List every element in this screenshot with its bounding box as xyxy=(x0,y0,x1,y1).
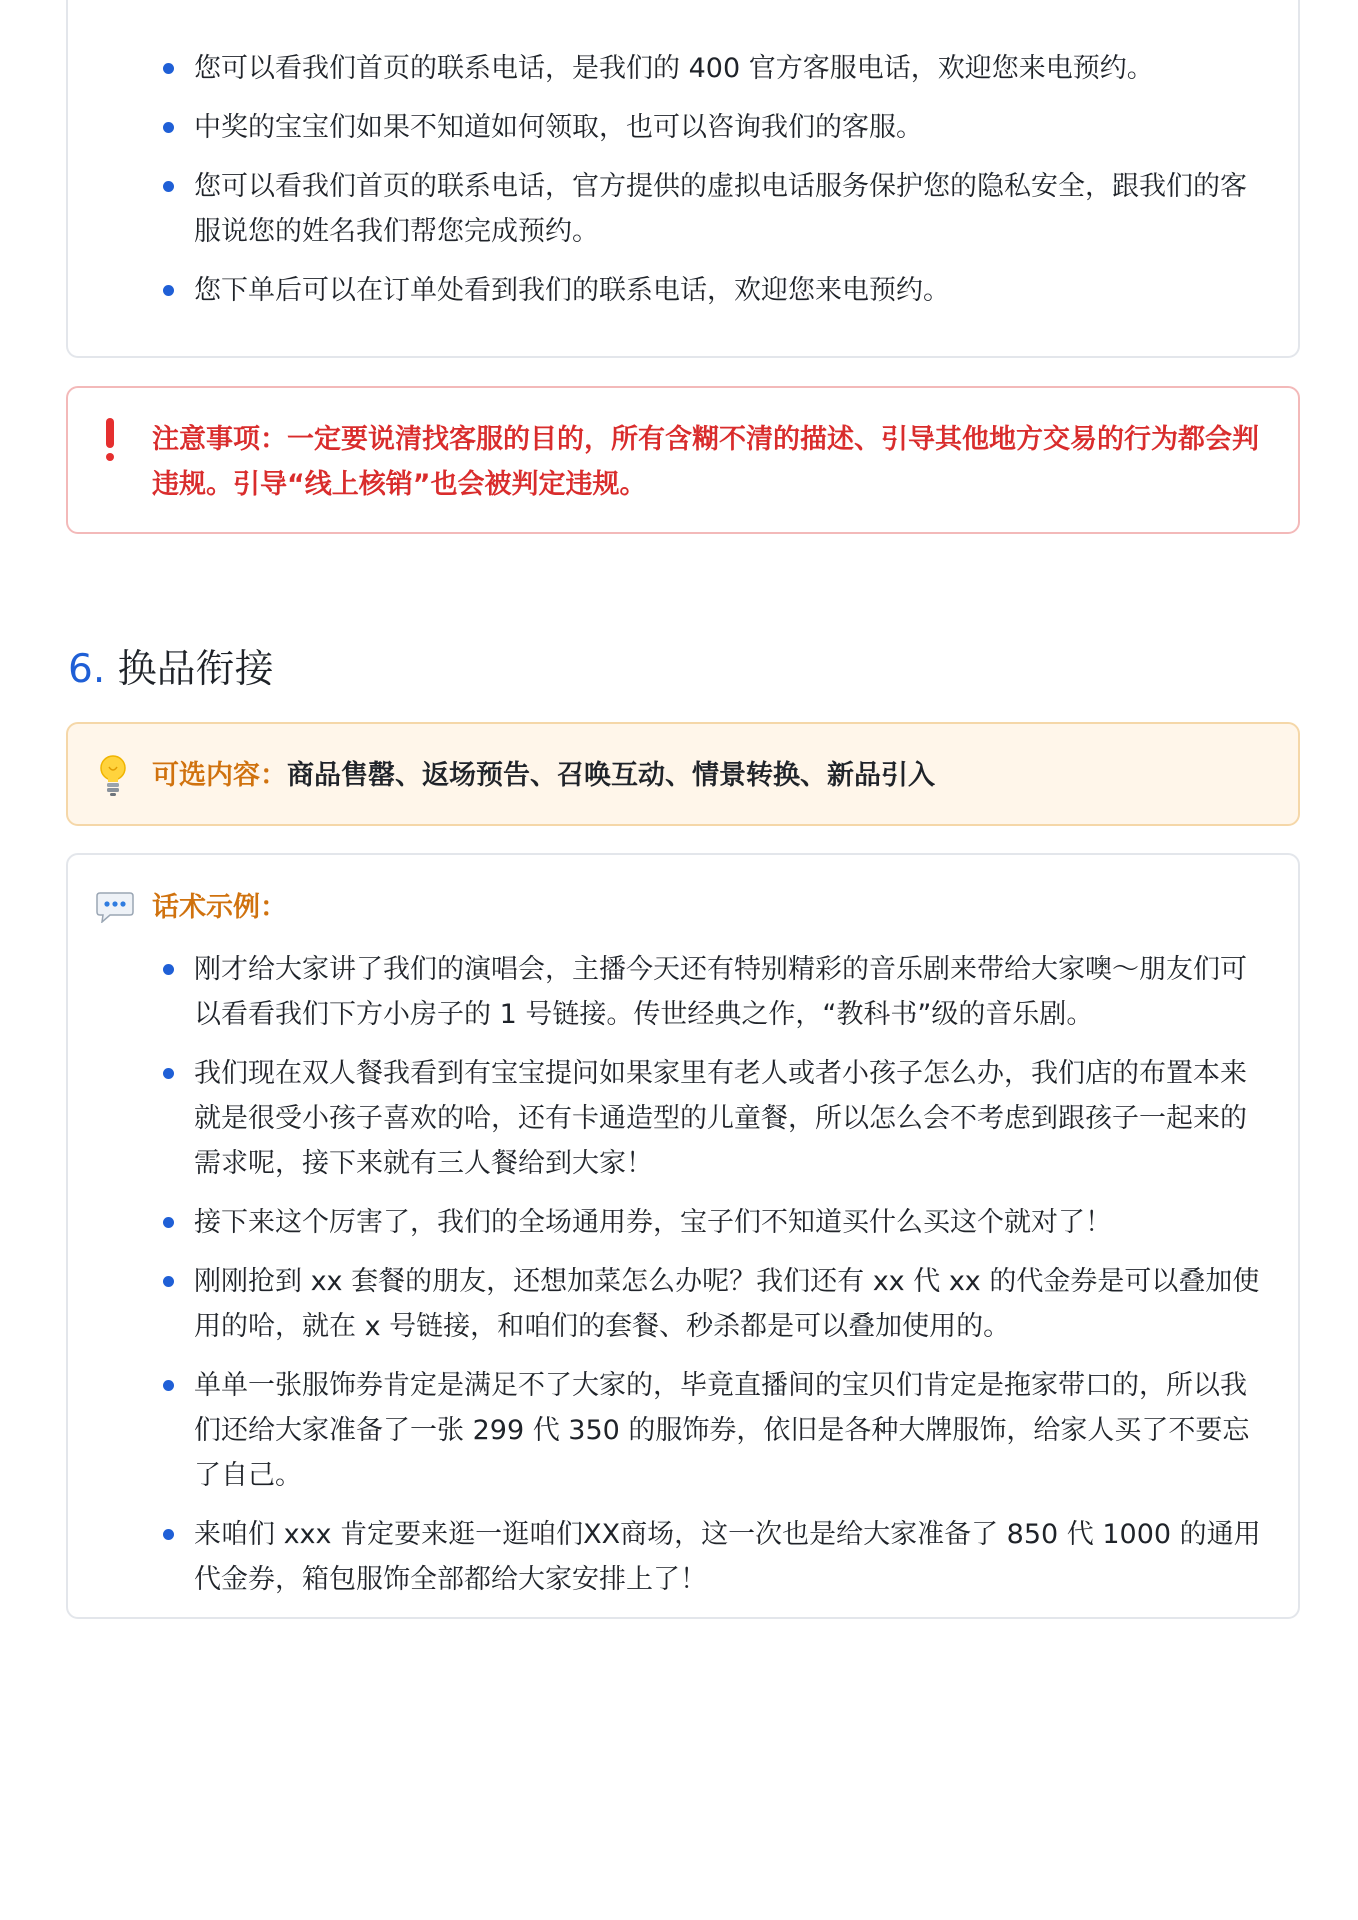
tip-label: 可选内容： xyxy=(152,760,287,791)
warning-text: 注意事项：一定要说清找客服的目的，所有含糊不清的描述、引导其他地方交易的行为都会判违规。引导“线上核销”也会被判定违规。 xyxy=(152,424,1259,500)
list-item-text: 中奖的宝宝们如果不知道如何领取，也可以咨询我们的客服。 xyxy=(194,112,923,143)
tip-items: 商品售罄、返场预告、召唤互动、情景转换、新品引入 xyxy=(287,760,935,791)
list-item xyxy=(68,1363,1298,1498)
contact-card xyxy=(66,0,1300,358)
list-item-text: 您下单后可以在订单处看到我们的联系电话，欢迎您来电预约。 xyxy=(194,275,950,306)
bullet-dot-icon xyxy=(163,1068,174,1079)
section-number: 6. xyxy=(68,647,106,692)
examples-card xyxy=(66,853,1300,1619)
bullet-dot-icon xyxy=(163,285,174,296)
list-item-text: 刚才给大家讲了我们的演唱会，主播今天还有特别精彩的音乐剧来带给大家噢～朋友们可以看看我们下方小房子的 1 号链接。传世经典之作，“教科书”级的音乐剧。 xyxy=(194,954,1247,1030)
section-title: 换品衔接 xyxy=(117,647,274,692)
bullet-dot-icon xyxy=(163,122,174,133)
list-item-text: 您可以看我们首页的联系电话，是我们的 400 官方客服电话，欢迎您来电预约。 xyxy=(194,53,1154,84)
list-item xyxy=(68,1200,1298,1245)
bullet-dot-icon xyxy=(163,1217,174,1228)
list-item xyxy=(68,105,1298,150)
list-item xyxy=(68,1051,1298,1186)
bullet-dot-icon xyxy=(163,1276,174,1287)
section-heading xyxy=(68,643,274,697)
tip-text xyxy=(152,753,935,798)
examples-list xyxy=(68,947,1298,1616)
speech-bubble-icon xyxy=(96,891,134,923)
bullet-dot-icon xyxy=(163,1529,174,1540)
list-item xyxy=(68,164,1298,254)
list-item xyxy=(68,1512,1298,1602)
list-item xyxy=(68,268,1298,313)
contact-list xyxy=(68,46,1298,327)
bullet-dot-icon xyxy=(163,63,174,74)
bullet-dot-icon xyxy=(163,964,174,975)
lightbulb-icon xyxy=(98,754,128,798)
list-item-text: 您可以看我们首页的联系电话，官方提供的虚拟电话服务保护您的隐私安全，跟我们的客服说您的姓名我们帮您完成预约。 xyxy=(194,171,1247,247)
list-item-text: 我们现在双人餐我看到有宝宝提问如果家里有老人或者小孩子怎么办，我们店的布置本来就是很受小孩子喜欢的哈，还有卡通造型的儿童餐，所以怎么会不考虑到跟孩子一起来的需求呢，接下来就有三人餐给到大家！ xyxy=(194,1058,1247,1179)
exclamation-icon xyxy=(103,418,117,462)
bullet-dot-icon xyxy=(163,181,174,192)
tip-callout xyxy=(66,722,1300,826)
list-item-text: 接下来这个厉害了，我们的全场通用券，宝子们不知道买什么买这个就对了！ xyxy=(194,1207,1112,1238)
examples-label: 话术示例： xyxy=(152,892,287,923)
list-item xyxy=(68,1259,1298,1349)
bullet-dot-icon xyxy=(163,1380,174,1391)
list-item-text: 单单一张服饰券肯定是满足不了大家的，毕竟直播间的宝贝们肯定是拖家带口的，所以我们还给大家准备了一张 299 代 350 的服饰券，依旧是各种大牌服饰，给家人买了不要忘了自己。 xyxy=(194,1370,1250,1491)
list-item xyxy=(68,947,1298,1037)
list-item xyxy=(68,46,1298,91)
warning-callout xyxy=(66,386,1300,534)
list-item-text: 刚刚抢到 xx 套餐的朋友，还想加菜怎么办呢？我们还有 xx 代 xx 的代金券是可以叠加使用的哈，就在 x 号链接，和咱们的套餐、秒杀都是可以叠加使用的。 xyxy=(194,1266,1260,1342)
list-item-text: 来咱们 xxx 肯定要来逛一逛咱们XX商场，这一次也是给大家准备了 850 代 1000 的通用代金券，箱包服饰全部都给大家安排上了！ xyxy=(194,1519,1261,1595)
